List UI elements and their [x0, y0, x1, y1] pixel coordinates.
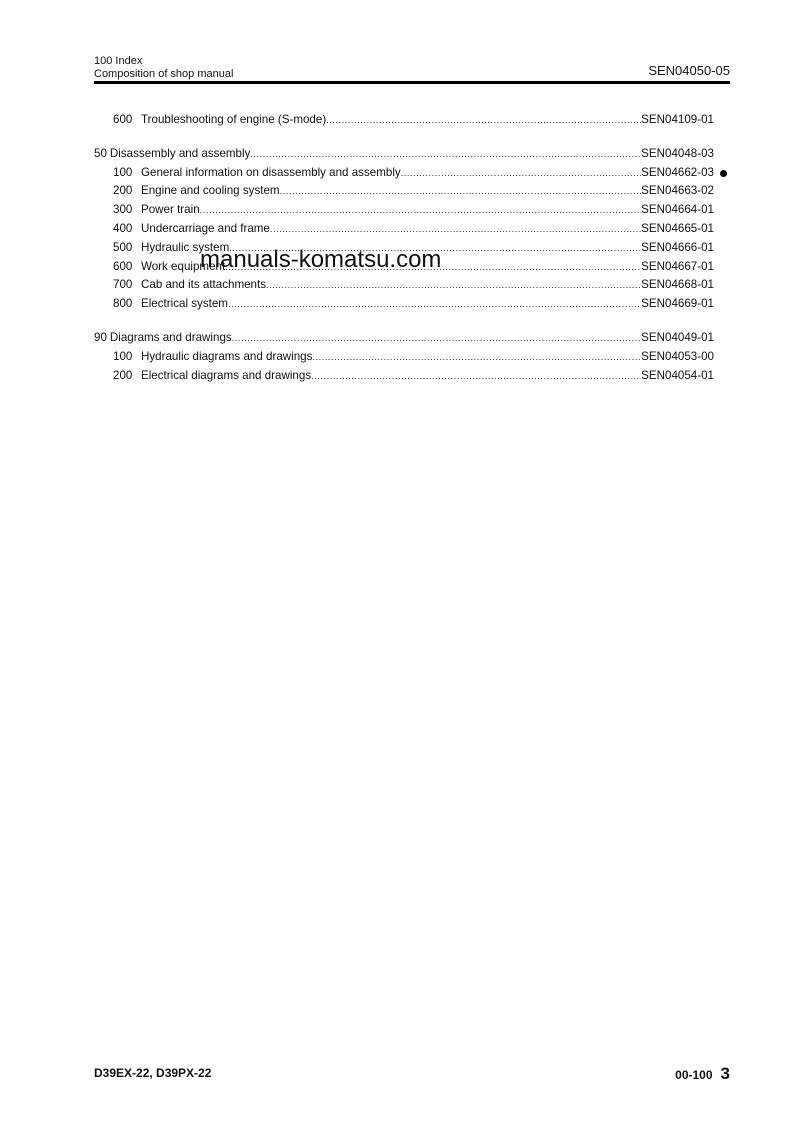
- toc-leader-dots: [312, 348, 641, 367]
- toc-leader-dots: [250, 145, 641, 164]
- toc-entry-title: Diagrams and drawings: [109, 330, 232, 344]
- header-subtitle: Composition of shop manual: [94, 68, 234, 80]
- toc-entry-title: Disassembly and assembly: [109, 146, 251, 160]
- toc-entry-number: 90: [94, 330, 107, 344]
- toc-leader-dots: [401, 164, 641, 183]
- toc-entry-title: Hydraulic diagrams and drawings: [141, 349, 313, 363]
- toc-entry-title: Undercarriage and frame: [141, 221, 270, 235]
- toc-entry-title: Power train: [141, 203, 200, 217]
- toc-entry-title: Hydraulic system: [141, 240, 230, 254]
- header-section: 100 Index: [94, 55, 143, 67]
- header-doc-code: SEN04050-05: [648, 63, 730, 78]
- toc-leader-dots: [270, 220, 641, 239]
- toc-leader-dots: [311, 367, 641, 386]
- toc-entry-code: SEN04662-03: [641, 165, 714, 179]
- toc-entry: [94, 276, 714, 295]
- footer-page-number: 3: [720, 1064, 730, 1083]
- toc-entry: [94, 348, 714, 367]
- toc-entry-code: SEN04054-01: [641, 368, 714, 382]
- toc-entry-title: General information on disassembly and assembly: [141, 165, 401, 179]
- toc-entry: [94, 201, 714, 220]
- toc-entry-code: SEN04053-00: [641, 349, 714, 363]
- toc-entry-number: 800: [113, 297, 133, 311]
- toc-entry-title: Engine and cooling system: [141, 184, 280, 198]
- header-rule: [94, 81, 730, 84]
- footer-page-info: [675, 1064, 730, 1084]
- toc-entry-code: SEN04665-01: [641, 221, 714, 235]
- toc-entry-number: 600: [113, 259, 133, 273]
- watermark: manuals-komatsu.com: [200, 246, 442, 273]
- toc-entry-code: SEN04664-01: [641, 203, 714, 217]
- toc-entry-code: SEN04109-01: [641, 113, 714, 126]
- toc-entry: [94, 182, 714, 201]
- toc-entry-code: SEN04668-01: [641, 278, 714, 292]
- revision-mark-icon: [720, 170, 727, 177]
- toc-entry-code: SEN04669-01: [641, 297, 714, 311]
- toc-entry-number: 100: [113, 165, 133, 179]
- toc-leader-dots: [232, 329, 641, 348]
- toc-entry-number: 600: [113, 113, 133, 126]
- toc-entry-title: Cab and its attachments: [141, 278, 267, 292]
- toc-entry: [94, 367, 714, 386]
- toc-entry-title: Electrical system: [141, 297, 228, 311]
- toc-entry: [94, 164, 714, 183]
- toc-entry-number: 100: [113, 349, 133, 363]
- toc-entry-title: Troubleshooting of engine (S-mode): [141, 113, 327, 126]
- toc-leader-dots: [200, 201, 642, 220]
- toc-entry-code: SEN04663-02: [641, 184, 714, 198]
- toc-entry-number: 200: [113, 368, 133, 382]
- toc-entry-number: 400: [113, 221, 133, 235]
- footer-section-code: 00-100: [675, 1068, 713, 1082]
- toc-entry-title: Electrical diagrams and drawings: [141, 368, 312, 382]
- toc-entry: [94, 329, 714, 348]
- toc-entry-code: SEN04667-01: [641, 259, 714, 273]
- toc-leader-dots: [228, 295, 641, 314]
- toc-entry-number: 50: [94, 146, 107, 160]
- toc-leader-dots: [326, 111, 641, 130]
- toc-entry: [94, 111, 714, 130]
- toc-entry-number: 500: [113, 240, 133, 254]
- toc-entry-number: 200: [113, 184, 133, 198]
- toc-entry: [94, 145, 714, 164]
- toc-leader-dots: [266, 276, 641, 295]
- page-header-left: [94, 55, 233, 81]
- toc-entry: [94, 295, 714, 314]
- toc-entry: [94, 220, 714, 239]
- footer-models: D39EX-22, D39PX-22: [94, 1066, 212, 1080]
- toc-entry-code: SEN04049-01: [641, 330, 714, 344]
- toc-entry-number: 700: [113, 278, 133, 292]
- toc-entry-number: 300: [113, 203, 133, 217]
- toc-entry-code: SEN04666-01: [641, 240, 714, 254]
- toc-leader-dots: [280, 182, 642, 201]
- toc-entry-code: SEN04048-03: [641, 146, 714, 160]
- toc-entry-title: Work equipment: [141, 259, 226, 273]
